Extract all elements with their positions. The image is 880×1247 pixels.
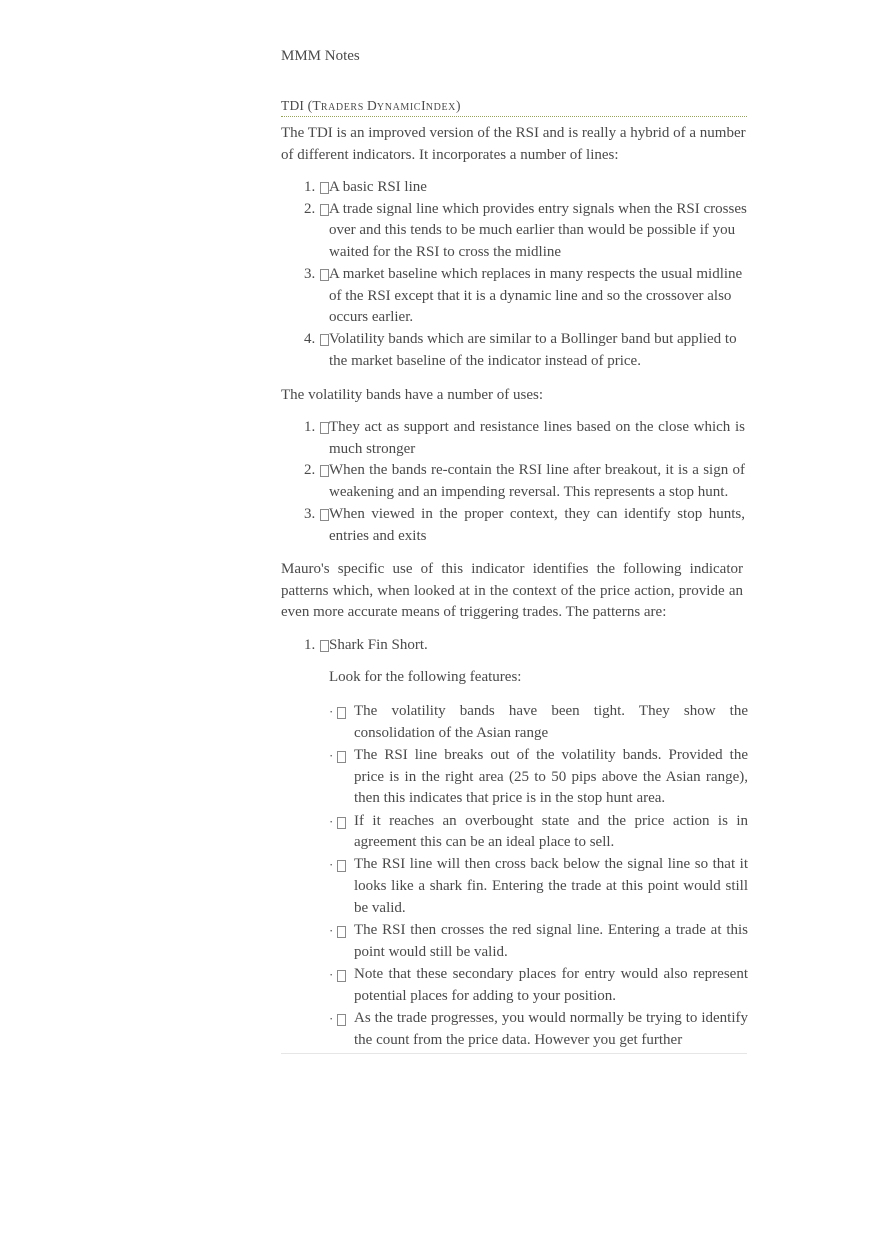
bullet-icon: [329, 854, 333, 876]
list-number-text: 3.: [304, 505, 316, 522]
heading-part: RADERS: [320, 102, 367, 113]
bullet-text: The RSI line will then cross back below the signal line so that it looks like a shark fin. Entering the trade at this point would still be valid.: [354, 856, 748, 916]
missing-glyph-icon: [320, 465, 329, 477]
missing-glyph-icon: [320, 640, 329, 652]
features-intro: Look for the following features:: [329, 669, 522, 685]
bullet-glyph: ·: [329, 704, 334, 719]
missing-glyph-icon: [337, 817, 346, 829]
bullet-text: The volatility bands have been tight. They show the consolidation of the Asian range: [354, 703, 748, 741]
list-number-text: 2.: [304, 462, 316, 479]
list-item: [281, 460, 751, 503]
bullet-item: [329, 854, 748, 919]
missing-glyph-icon: [337, 751, 346, 763]
list-item-text: A market baseline which replaces in many respects the usual midline of the RSI except that it is a dynamic line and so the crossover also occurs earlier.: [329, 265, 743, 326]
list-item-text: A trade signal line which provides entry signals when the RSI crosses over and this tends to be much earlier than would be possible if you waited for the RSI to cross the midline: [329, 200, 747, 261]
missing-glyph-icon: [337, 707, 346, 719]
list-item: [281, 329, 751, 372]
bullet-item: [329, 745, 748, 810]
heading-part: YNAMIC: [376, 102, 422, 113]
bullet-icon: [329, 1008, 333, 1030]
list-number: [304, 635, 315, 657]
bullet-glyph: ·: [329, 813, 334, 829]
heading-part: NDEX: [425, 102, 456, 113]
missing-glyph-icon: [320, 182, 329, 194]
missing-glyph-icon: [320, 269, 329, 281]
bullet-text: The RSI then crosses the red signal line. Entering a trade at this point would still be valid.: [354, 922, 748, 960]
list-item: [281, 199, 751, 264]
heading-part: D: [366, 98, 377, 113]
bullet-glyph: ·: [329, 1010, 334, 1026]
patterns-intro-paragraph: Mauro's specific use of this indicator identifies the following indicator patterns which, when looked at in the context of the price action, provide an even more accurate means of triggering trades. The patterns are:: [281, 561, 743, 621]
list-item: [281, 417, 751, 460]
page-content: [281, 0, 761, 1053]
list-number: [304, 264, 315, 286]
missing-glyph-icon: [320, 422, 329, 434]
patterns-list: [281, 635, 751, 657]
intro-paragraph: The TDI is an improved version of the RSI and is really a hybrid of a number of different indicators. It incorporates a number of lines:: [281, 125, 746, 163]
list-number-text: 3.: [304, 265, 316, 282]
bands-uses-list: [281, 417, 751, 547]
bullet-glyph: ·: [329, 966, 334, 982]
list-item-text: A basic RSI line: [329, 179, 427, 195]
bullet-icon: [329, 745, 333, 767]
list-item-text: They act as support and resistance lines based on the close which is much stronger: [329, 419, 745, 457]
list-number-text: 2.: [304, 200, 316, 217]
missing-glyph-icon: [320, 509, 329, 521]
bullet-glyph: ·: [329, 857, 334, 873]
list-number: [304, 177, 315, 199]
bullet-icon: [329, 811, 333, 833]
list-number-text: 4.: [304, 330, 316, 347]
list-item-text: When the bands re-contain the RSI line after breakout, it is a sign of weakening and an impending reversal. This represents a stop hunt.: [329, 462, 745, 501]
list-item-text: Shark Fin Short.: [329, 637, 428, 653]
bullet-item: [329, 1008, 748, 1051]
section-heading: [281, 98, 747, 117]
list-number: [304, 460, 315, 482]
bullet-text: As the trade progresses, you would normally be trying to identify the count from the price data. However you get further: [354, 1009, 748, 1048]
list-item: [281, 177, 751, 199]
list-number-text: 1.: [304, 419, 316, 435]
heading-part: I: [421, 98, 426, 113]
missing-glyph-icon: [337, 860, 346, 872]
list-number: [304, 417, 315, 439]
bullet-glyph: ·: [329, 923, 334, 939]
bullet-text: If it reaches an overbought state and the price action is in agreement this can be an ideal place to sell.: [354, 812, 748, 851]
bullet-icon: [329, 920, 333, 942]
bullet-text: The RSI line breaks out of the volatility bands. Provided the price is in the right area (25 to 50 pips above the Asian range), then this indicates that price is in the stop hunt area.: [354, 746, 748, 807]
indicator-lines-list: [281, 177, 751, 372]
bullet-item: [329, 701, 748, 744]
bands-intro-paragraph: The volatility bands have a number of uses:: [281, 387, 544, 403]
list-number: [304, 329, 315, 351]
list-item: [281, 504, 751, 547]
heading-part: TDI (T: [281, 98, 321, 113]
bullet-glyph: ·: [329, 747, 334, 763]
missing-glyph-icon: [320, 204, 329, 216]
list-number: [304, 199, 315, 221]
bullet-text: Note that these secondary places for entry would also represent potential places for adding to your position.: [354, 965, 748, 1004]
list-item-text: When viewed in the proper context, they can identify stop hunts, entries and exits: [329, 505, 745, 544]
missing-glyph-icon: [337, 970, 346, 982]
missing-glyph-icon: [337, 1014, 346, 1026]
running-header: MMM Notes: [281, 48, 360, 64]
list-number-text: 1.: [304, 179, 316, 195]
heading-part: ): [455, 98, 461, 113]
missing-glyph-icon: [320, 334, 329, 346]
page-bottom-rule: [281, 1053, 747, 1054]
bullet-item: [329, 920, 748, 963]
list-item-text: Volatility bands which are similar to a Bollinger band but applied to the market baseline of the indicator instead of price.: [329, 330, 737, 369]
list-number-text: 1.: [304, 637, 316, 653]
bullet-item: [329, 811, 748, 854]
list-item: [281, 635, 751, 657]
features-list: [329, 701, 748, 1052]
bullet-item: [329, 964, 748, 1007]
missing-glyph-icon: [337, 926, 346, 938]
bullet-icon: [329, 701, 333, 723]
list-number: [304, 504, 315, 526]
bullet-icon: [329, 964, 333, 986]
list-item: [281, 264, 751, 329]
